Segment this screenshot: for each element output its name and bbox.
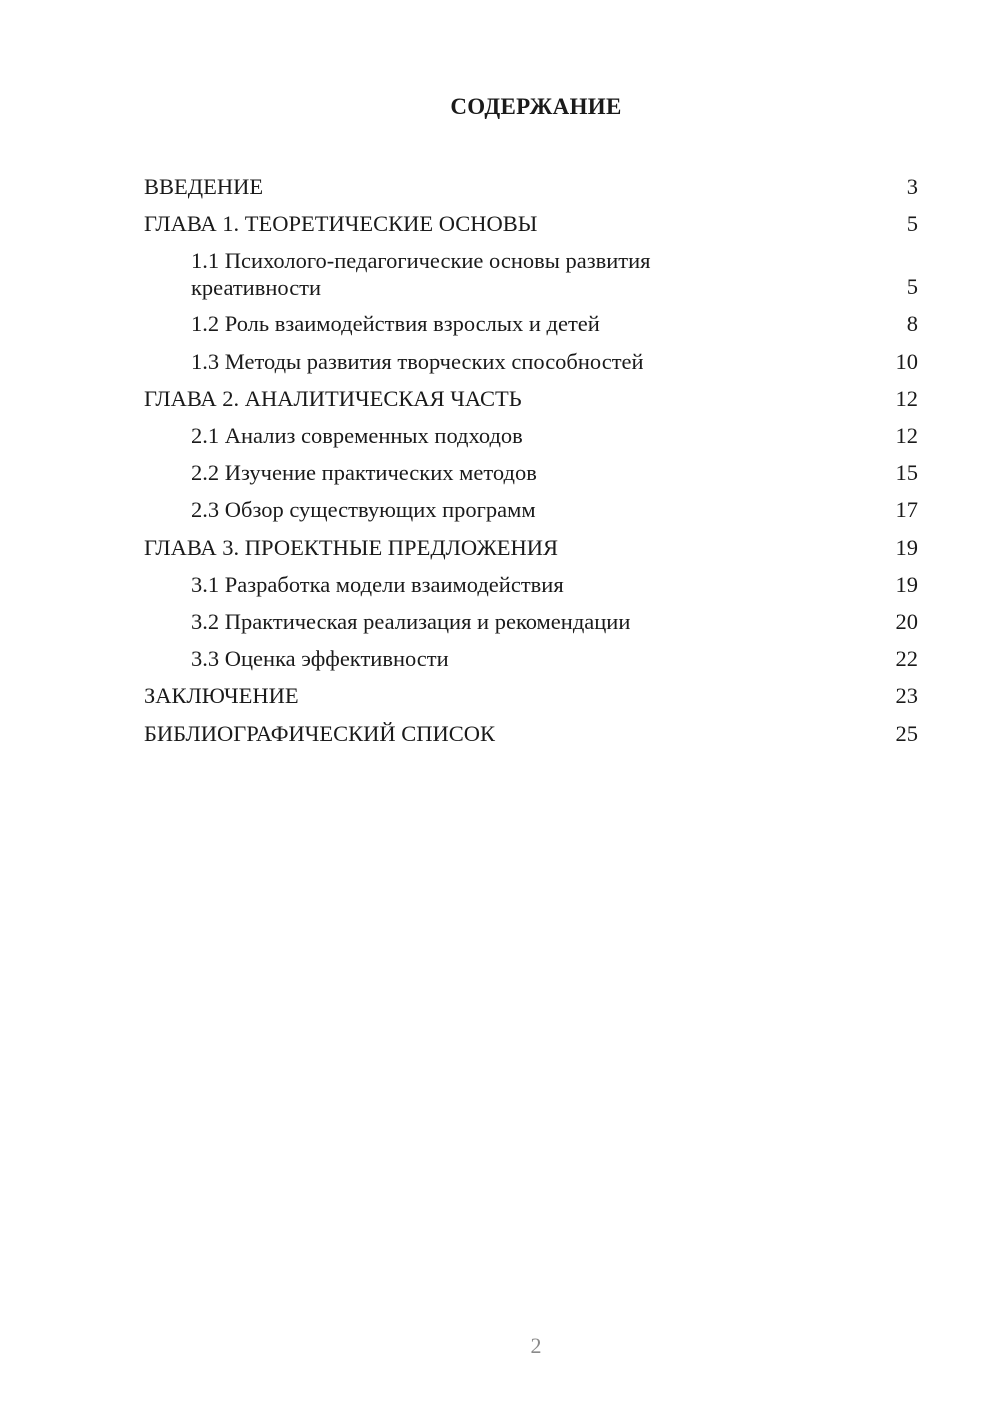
toc-entry-section-1-3[interactable]	[144, 343, 918, 380]
toc-entry-section-2-2[interactable]	[144, 454, 918, 491]
toc-entry-section-3-3[interactable]	[144, 640, 918, 677]
toc-entry-page: 5	[906, 274, 918, 300]
toc-entry-page: 15	[895, 460, 918, 486]
toc-entry-title: 2.1 Анализ современных подходов	[191, 423, 523, 449]
toc-entry-title: 1.3 Методы развития творческих способностей	[191, 348, 644, 374]
toc-entry-page: 19	[895, 534, 918, 560]
toc-entry-page: 17	[895, 497, 918, 523]
toc-title: СОДЕРЖАНИЕ	[450, 94, 622, 119]
toc-entry-title: БИБЛИОГРАФИЧЕСКИЙ СПИСОК	[144, 720, 496, 746]
toc-entry-title: 1.1 Психолого-педагогические основы развития креативности	[191, 248, 651, 301]
toc-entry-chapter-1[interactable]	[144, 205, 918, 242]
toc-entry-chapter-2[interactable]	[144, 380, 918, 417]
toc-entry-title: ГЛАВА 3. ПРОЕКТНЫЕ ПРЕДЛОЖЕНИЯ	[144, 534, 559, 560]
toc-entry-section-3-2[interactable]	[144, 603, 918, 640]
page-number: 2	[530, 1333, 542, 1358]
toc-entry-title: ЗАКЛЮЧЕНИЕ	[144, 683, 299, 709]
toc-entry-title: ВВЕДЕНИЕ	[144, 174, 264, 199]
toc-entry-section-1-2[interactable]	[144, 305, 918, 342]
toc-entry-title: ГЛАВА 1. ТЕОРЕТИЧЕСКИЕ ОСНОВЫ	[144, 211, 538, 237]
toc-entry-page: 22	[895, 646, 918, 672]
toc-entry-page: 10	[895, 348, 918, 374]
toc-entry-title: 3.1 Разработка модели взаимодействия	[191, 571, 564, 597]
toc-entry-page: 25	[895, 720, 918, 746]
toc-entry-section-2-3[interactable]	[144, 491, 918, 528]
toc-entry-introduction[interactable]	[144, 168, 918, 205]
toc-entry-page: 5	[906, 211, 918, 237]
toc-entry-page: 12	[895, 385, 918, 411]
toc-entry-page: 19	[895, 571, 918, 597]
toc-entry-title: 2.3 Обзор существующих программ	[191, 497, 536, 523]
toc-entry-page: 23	[895, 683, 918, 709]
table-of-contents	[144, 168, 918, 752]
toc-entry-title: ГЛАВА 2. АНАЛИТИЧЕСКАЯ ЧАСТЬ	[144, 385, 522, 411]
toc-entry-title: 3.2 Практическая реализация и рекомендации	[191, 609, 631, 635]
toc-entry-section-3-1[interactable]	[144, 566, 918, 603]
toc-entry-conclusion[interactable]	[144, 677, 918, 714]
toc-entry-page: 8	[906, 311, 918, 337]
toc-entry-chapter-3[interactable]	[144, 529, 918, 566]
toc-entry-title: 2.2 Изучение практических методов	[191, 460, 537, 486]
toc-entry-bibliography[interactable]	[144, 715, 918, 752]
toc-entry-section-1-1[interactable]	[144, 242, 918, 305]
toc-entry-title: 3.3 Оценка эффективности	[191, 646, 449, 672]
toc-entry-page: 20	[895, 609, 918, 635]
toc-entry-page: 12	[895, 423, 918, 449]
toc-entry-section-2-1[interactable]	[144, 417, 918, 454]
toc-entry-title: 1.2 Роль взаимодействия взрослых и детей	[191, 311, 600, 337]
toc-entry-page: 3	[906, 174, 918, 199]
